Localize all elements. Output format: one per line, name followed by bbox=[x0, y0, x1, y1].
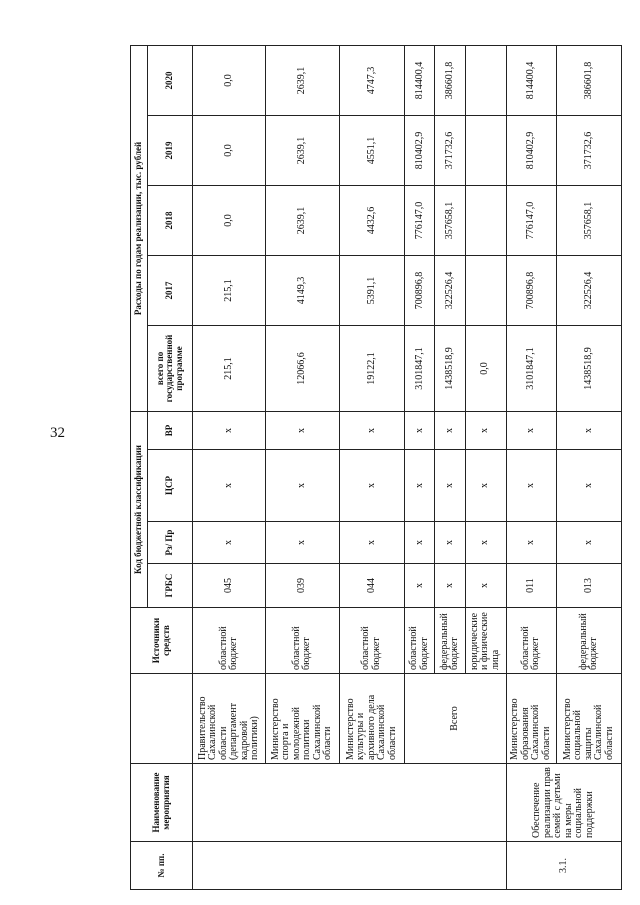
cell-name bbox=[266, 764, 339, 842]
cell-total: 3101847,1 bbox=[405, 325, 435, 411]
cell-grbs: x bbox=[405, 564, 435, 608]
cell-source: юридические и физические лица bbox=[465, 608, 506, 674]
cell-rzpr: x bbox=[339, 522, 405, 564]
cell-2020: 814400,4 bbox=[405, 45, 435, 115]
cell-2017: 322526,4 bbox=[435, 255, 465, 325]
cell-csr: x bbox=[506, 450, 557, 522]
header-2019: 2019 bbox=[148, 115, 193, 185]
cell-total: 12066,6 bbox=[266, 325, 339, 411]
cell-rzpr: x bbox=[405, 522, 435, 564]
cell-total: 0,0 bbox=[465, 325, 506, 411]
cell-2019: 810402,9 bbox=[405, 115, 435, 185]
cell-2018: 776147,0 bbox=[506, 185, 557, 255]
cell-grbs: 045 bbox=[193, 564, 266, 608]
cell-csr: x bbox=[339, 450, 405, 522]
cell-csr: x bbox=[557, 450, 622, 522]
cell-executor: Министерство образования Сахалинской области bbox=[506, 674, 557, 764]
cell-source: областной бюджет bbox=[193, 608, 266, 674]
cell-2020: 386601,8 bbox=[435, 45, 465, 115]
cell-name bbox=[405, 764, 506, 842]
cell-source: областной бюджет bbox=[266, 608, 339, 674]
cell-rzpr: x bbox=[506, 522, 557, 564]
cell-vr: x bbox=[339, 411, 405, 449]
cell-2019: 0,0 bbox=[193, 115, 266, 185]
cell-total: 215,1 bbox=[193, 325, 266, 411]
cell-source: областной бюджет bbox=[506, 608, 557, 674]
cell-vr: x bbox=[435, 411, 465, 449]
cell-2020: 814400,4 bbox=[506, 45, 557, 115]
cell-2020: 4747,3 bbox=[339, 45, 405, 115]
cell-executor: Министерство культуры и архивного дела Сахалинской области bbox=[339, 674, 405, 764]
cell-name bbox=[339, 764, 405, 842]
header-source: Источники средств bbox=[131, 608, 193, 674]
header-2018: 2018 bbox=[148, 185, 193, 255]
cell-vr: x bbox=[266, 411, 339, 449]
cell-2019: 4551,1 bbox=[339, 115, 405, 185]
cell-grbs: 039 bbox=[266, 564, 339, 608]
cell-name: Обеспечение реализации прав семей с детьми на меры социальной поддержки bbox=[506, 764, 621, 842]
cell-vr: x bbox=[506, 411, 557, 449]
header-total: всего по государственной программе bbox=[148, 325, 193, 411]
table-row bbox=[339, 45, 405, 889]
cell-executor: Правительство Сахалинской области (департамент кадровой политики) bbox=[193, 674, 266, 764]
cell-2017 bbox=[465, 255, 506, 325]
table-row bbox=[266, 45, 339, 889]
cell-csr: x bbox=[435, 450, 465, 522]
cell-grbs: 013 bbox=[557, 564, 622, 608]
cell-vr: x bbox=[193, 411, 266, 449]
cell-2020: 2639,1 bbox=[266, 45, 339, 115]
table-row bbox=[193, 45, 266, 889]
cell-no bbox=[405, 842, 435, 890]
header-rzpr: Рз/ Пр bbox=[148, 522, 193, 564]
cell-2017: 322526,4 bbox=[557, 255, 622, 325]
cell-no bbox=[435, 842, 465, 890]
cell-2018 bbox=[465, 185, 506, 255]
cell-name bbox=[193, 764, 266, 842]
cell-rzpr: x bbox=[557, 522, 622, 564]
cell-2019: 2639,1 bbox=[266, 115, 339, 185]
cell-2017: 700896,8 bbox=[405, 255, 435, 325]
cell-2017: 4149,3 bbox=[266, 255, 339, 325]
cell-vr: x bbox=[557, 411, 622, 449]
cell-rzpr: x bbox=[465, 522, 506, 564]
cell-source: федеральный бюджет bbox=[435, 608, 465, 674]
cell-2018: 2639,1 bbox=[266, 185, 339, 255]
header-2020: 2020 bbox=[148, 45, 193, 115]
header-expenses: Расходы по годам реализации, тыс. рублей bbox=[131, 45, 148, 411]
cell-executor: Министерство спорта и молодежной политики Сахалинской области bbox=[266, 674, 339, 764]
cell-2018: 357658,1 bbox=[435, 185, 465, 255]
cell-csr: x bbox=[465, 450, 506, 522]
cell-2017: 215,1 bbox=[193, 255, 266, 325]
cell-no bbox=[266, 842, 339, 890]
cell-total: 19122,1 bbox=[339, 325, 405, 411]
cell-total: 1438518,9 bbox=[435, 325, 465, 411]
cell-executor-total: Всего bbox=[405, 674, 506, 764]
table-row bbox=[506, 45, 557, 889]
cell-grbs: x bbox=[465, 564, 506, 608]
header-grbs: ГРБС bbox=[148, 564, 193, 608]
cell-total: 1438518,9 bbox=[557, 325, 622, 411]
table-row bbox=[405, 45, 435, 889]
cell-rzpr: x bbox=[435, 522, 465, 564]
cell-2019 bbox=[465, 115, 506, 185]
cell-no bbox=[465, 842, 506, 890]
cell-grbs: 011 bbox=[506, 564, 557, 608]
header-no: № пп. bbox=[131, 842, 193, 890]
header-name: Наименование мероприятия bbox=[131, 764, 193, 842]
page-number: 32 bbox=[50, 425, 65, 441]
budget-table bbox=[130, 45, 622, 890]
table-row bbox=[557, 45, 622, 889]
cell-total: 3101847,1 bbox=[506, 325, 557, 411]
cell-source: областной бюджет bbox=[405, 608, 435, 674]
budget-table-rotated bbox=[130, 46, 622, 890]
header-executor bbox=[131, 674, 193, 764]
cell-csr: x bbox=[193, 450, 266, 522]
cell-2020: 386601,8 bbox=[557, 45, 622, 115]
cell-no bbox=[193, 842, 266, 890]
cell-2017: 5391,1 bbox=[339, 255, 405, 325]
cell-2019: 810402,9 bbox=[506, 115, 557, 185]
cell-2017: 700896,8 bbox=[506, 255, 557, 325]
cell-rzpr: x bbox=[266, 522, 339, 564]
cell-rzpr: x bbox=[193, 522, 266, 564]
cell-2020 bbox=[465, 45, 506, 115]
cell-2019: 371732,6 bbox=[435, 115, 465, 185]
cell-grbs: 044 bbox=[339, 564, 405, 608]
cell-executor: Министерство социальной защиты Сахалинской области bbox=[557, 674, 622, 764]
cell-source: областной бюджет bbox=[339, 608, 405, 674]
header-kbk: Код бюджетной классификации bbox=[131, 411, 148, 607]
cell-2018: 4432,6 bbox=[339, 185, 405, 255]
cell-csr: x bbox=[405, 450, 435, 522]
cell-vr: x bbox=[465, 411, 506, 449]
cell-2018: 776147,0 bbox=[405, 185, 435, 255]
cell-no bbox=[339, 842, 405, 890]
cell-2019: 371732,6 bbox=[557, 115, 622, 185]
cell-vr: x bbox=[405, 411, 435, 449]
cell-source: федеральный бюджет bbox=[557, 608, 622, 674]
cell-2018: 0,0 bbox=[193, 185, 266, 255]
cell-csr: x bbox=[266, 450, 339, 522]
cell-grbs: x bbox=[435, 564, 465, 608]
header-2017: 2017 bbox=[148, 255, 193, 325]
header-vr: ВР bbox=[148, 411, 193, 449]
cell-2020: 0,0 bbox=[193, 45, 266, 115]
cell-no: 3.1. bbox=[506, 842, 621, 890]
cell-2018: 357658,1 bbox=[557, 185, 622, 255]
header-csr: ЦСР bbox=[148, 450, 193, 522]
